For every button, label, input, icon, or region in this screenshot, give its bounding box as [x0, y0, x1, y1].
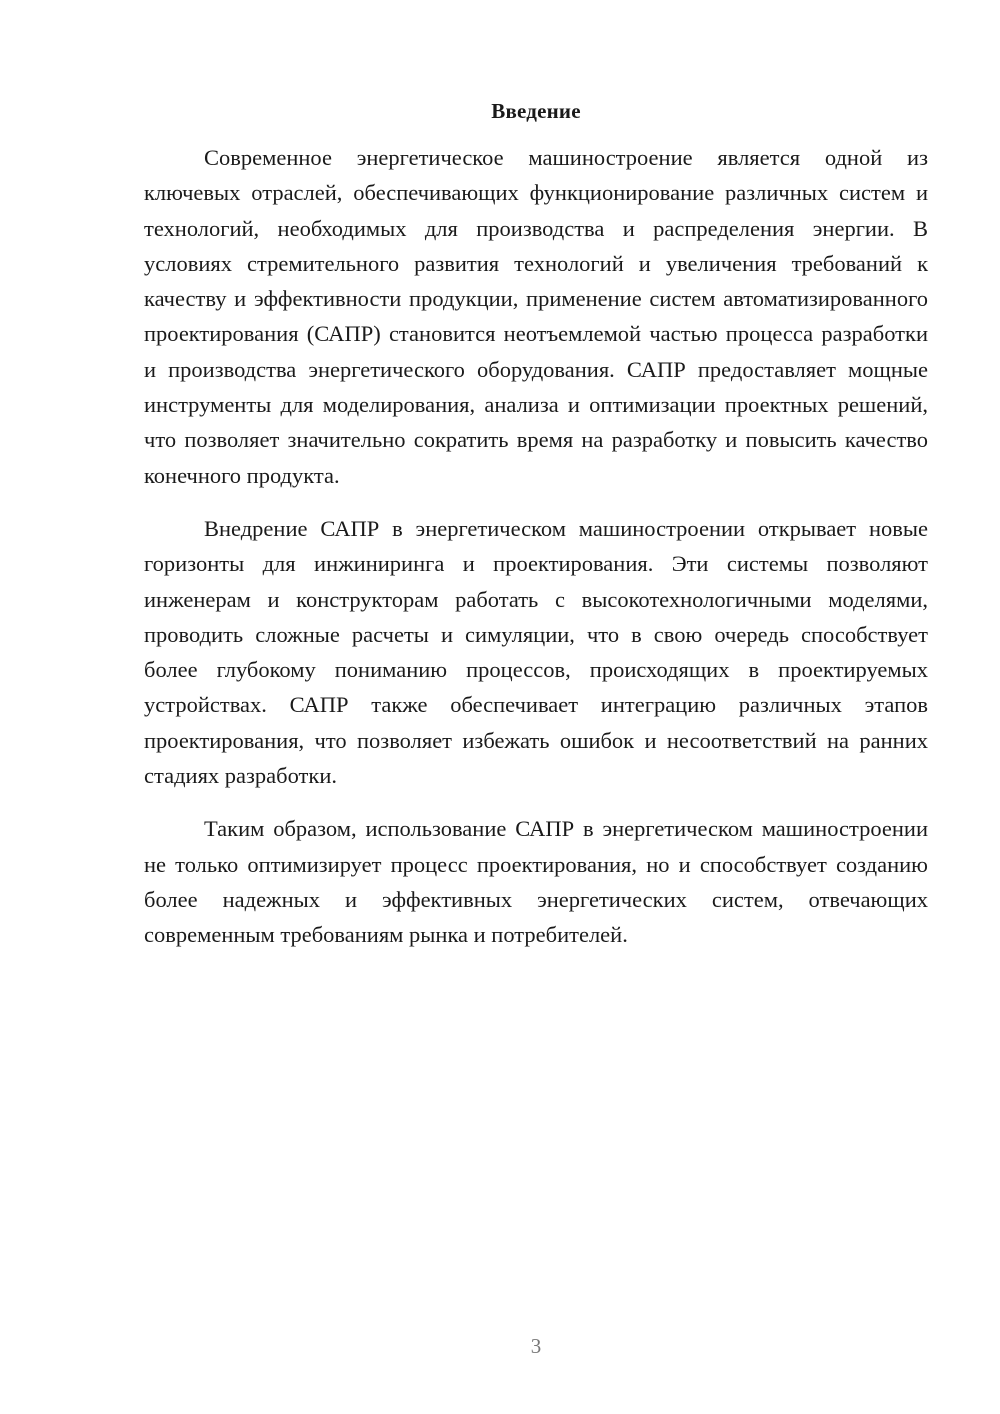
paragraph-1: Современное энергетическое машиностроение является одной из ключевых отраслей, обеспечивающих функционирование различных систем и технологий, необходимых для производства и распределения энергии. В условиях стремительного развития технологий и увеличения требований к качеству и эффективности продукции, применение систем автоматизированного проектирования (САПР) становится неотъемлемой частью процесса разработки и производства энергетического оборудования. САПР предоставляет мощные инструменты для моделирования, анализа и оптимизации проектных решений, что позволяет значительно сократить время на разработку и повысить качество конечного продукта. — [144, 145, 928, 488]
paragraph-3: Таким образом, использование САПР в энергетическом машиностроении не только оптимизирует процесс проектирования, но и способствует созданию более надежных и эффективных энергетических систем, отвечающих современным требованиям рынка и потребителей. — [144, 816, 928, 948]
page-title: Введение — [491, 99, 581, 123]
paragraph-2: Внедрение САПР в энергетическом машиностроении открывает новые горизонты для инжиниринга и проектирования. Эти системы позволяют инженерам и конструкторам работать с высокотехнологичными моделями, проводить сложные расчеты и симуляции, что в свою очередь способствует более глубокому пониманию процессов, происходящих в проектируемых устройствах. САПР также обеспечивает интеграцию различных этапов проектирования, что позволяет избежать ошибок и несоответствий на ранних стадиях разработки. — [144, 515, 928, 789]
page-number: 3 — [530, 1334, 542, 1358]
document-body — [144, 140, 928, 971]
